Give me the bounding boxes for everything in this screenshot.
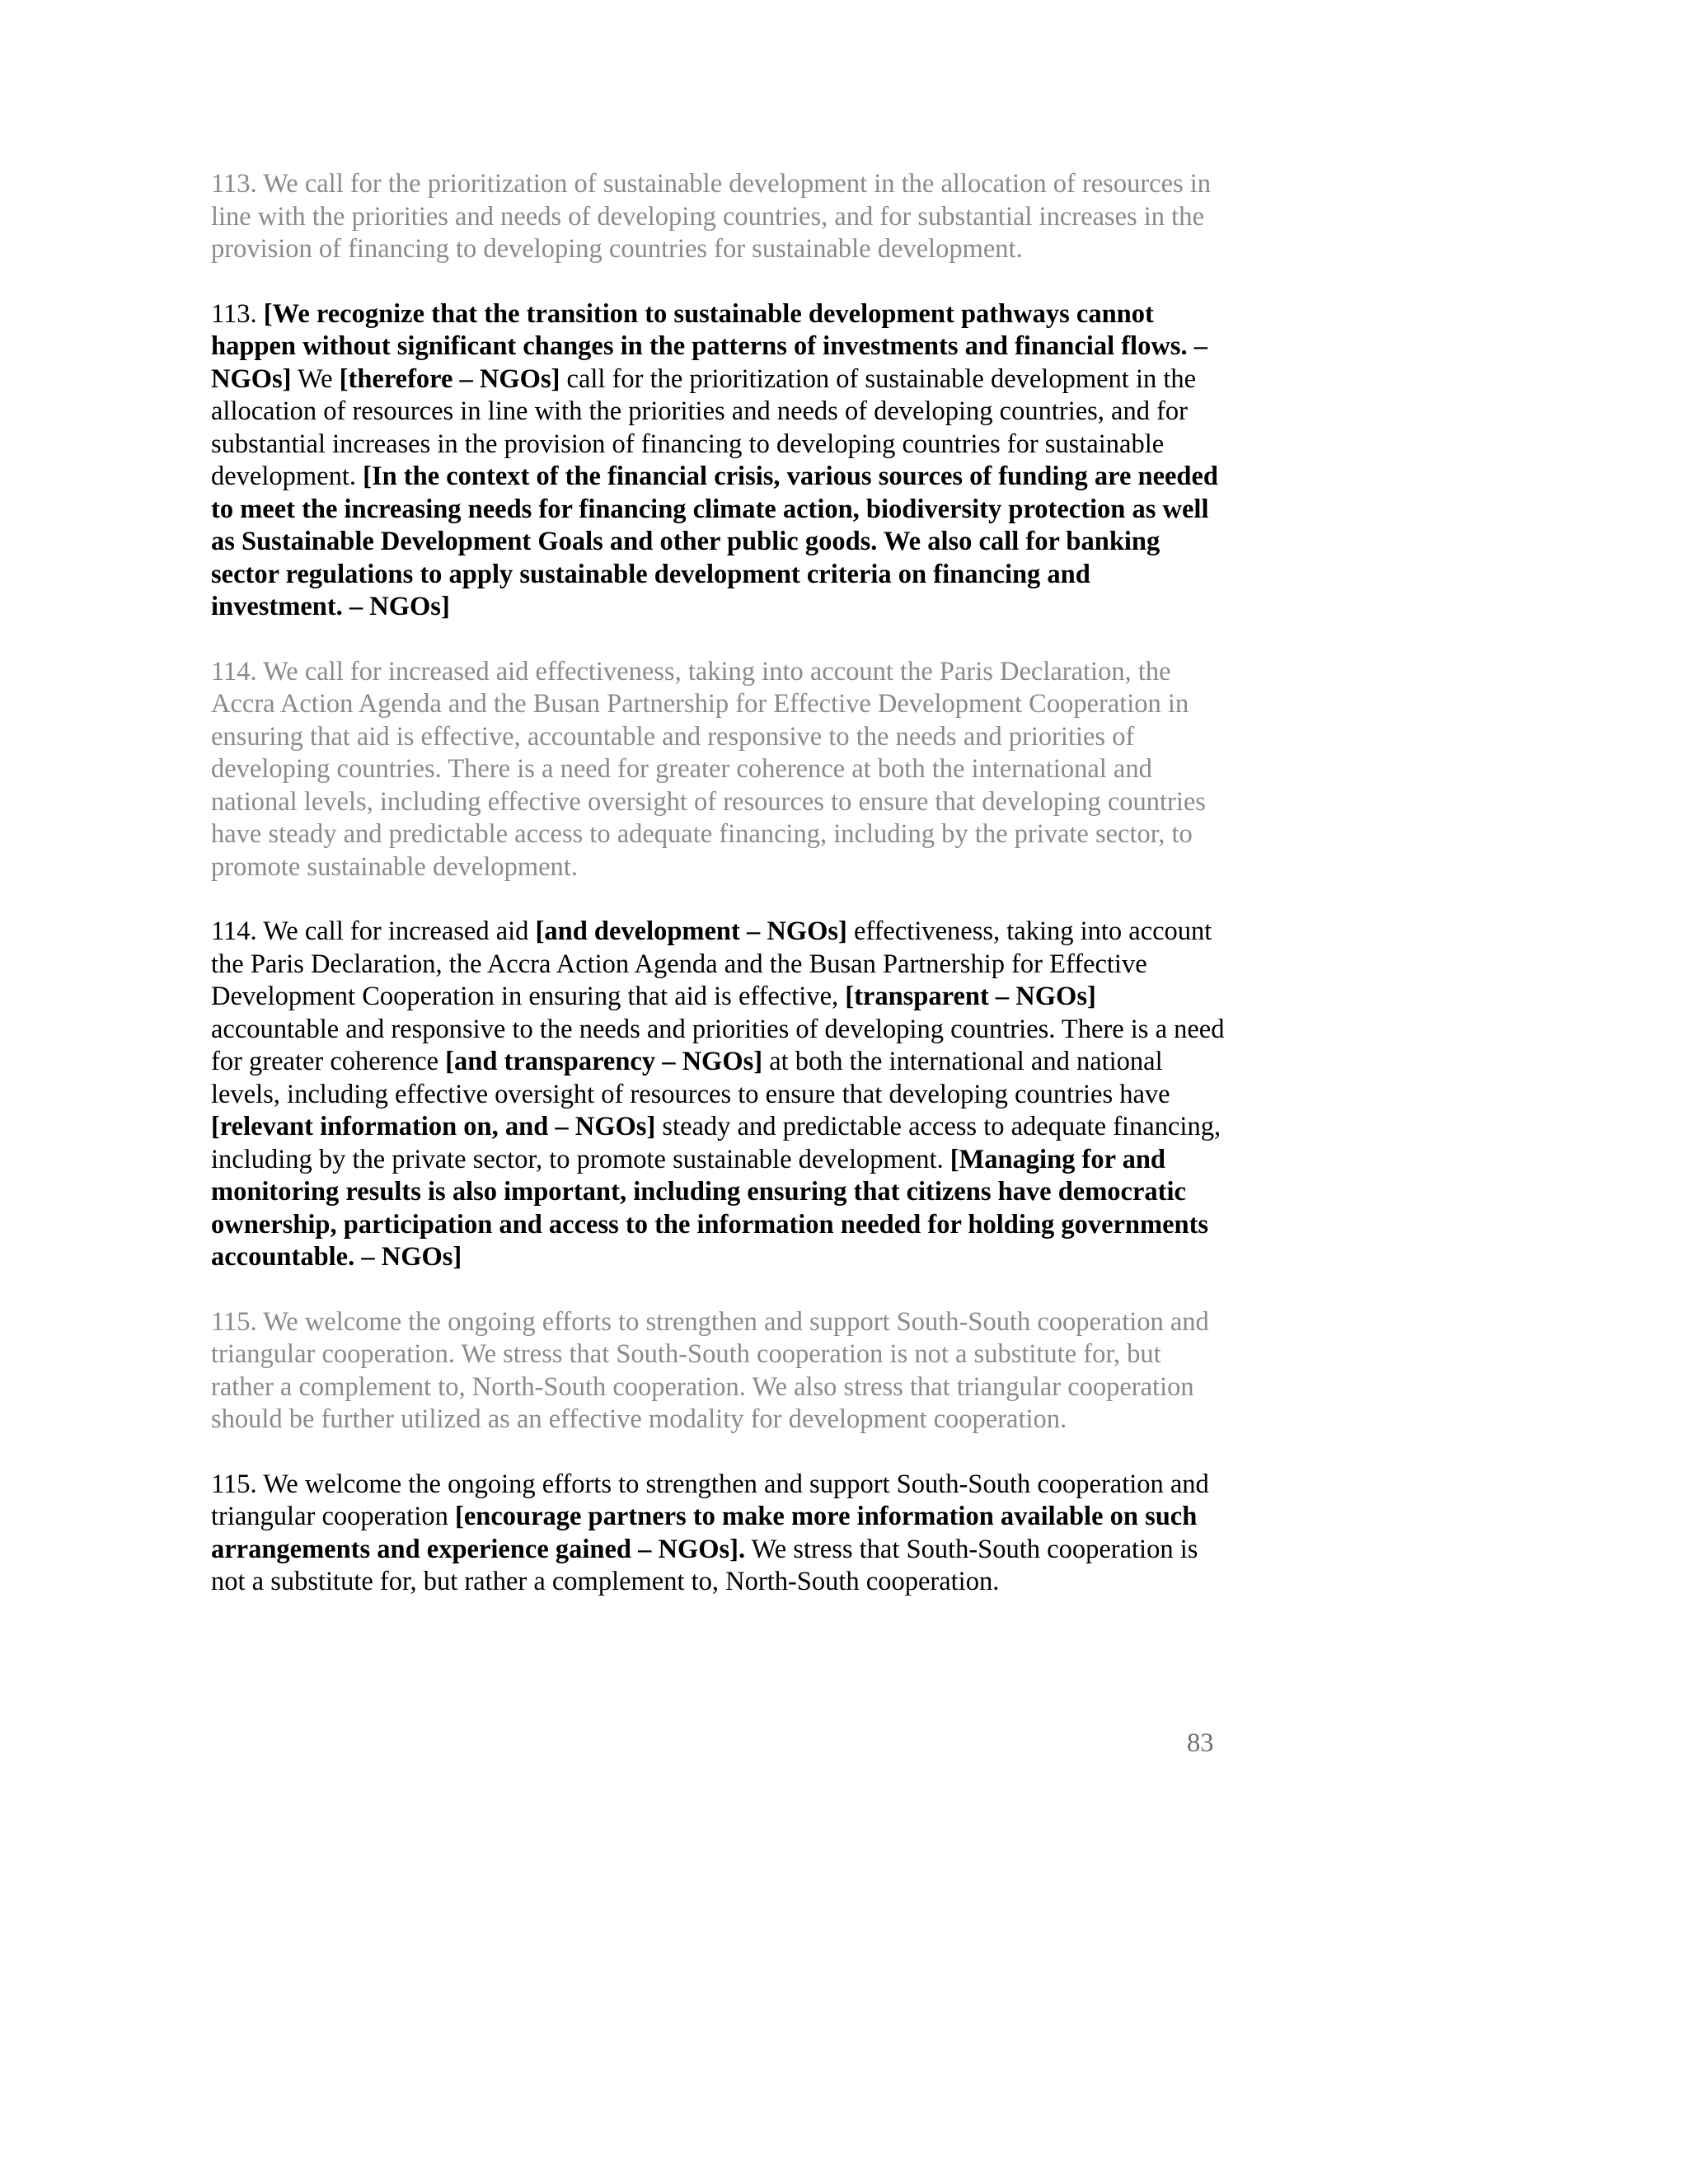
- text-run: We: [291, 363, 340, 394]
- text-run: 113.: [211, 298, 264, 329]
- text-run: 114. We call for increased aid: [211, 916, 536, 946]
- text-run: effectiveness, taking into account the Paris Declaration, the Accra Action Agenda and the Busan Partnership for Effective Development Cooperation in ensuring that aid is effective,: [211, 916, 1212, 1011]
- paragraph-115-original: [211, 1306, 1226, 1436]
- ngo-insertion: [therefore – NGOs]: [339, 363, 560, 394]
- ngo-insertion: [In the context of the financial crisis, various sources of funding are needed to meet the increasing needs for financing climate action, biodiversity protection as well as Sustainable Development Goals and other public goods. We also call for banking sector regulations to apply sustainable development criteria on financing and investment. – NGOs]: [211, 462, 1218, 621]
- ngo-insertion: [and transparency – NGOs]: [445, 1047, 763, 1076]
- text-run: 115. We welcome the ongoing efforts to strengthen and support South-South cooperation and triangular cooperation: [211, 1469, 1209, 1531]
- ngo-insertion: [and development – NGOs]: [535, 916, 847, 946]
- paragraph-113-original: [211, 168, 1226, 266]
- ngo-insertion: [transparent – NGOs]: [845, 982, 1096, 1011]
- paragraph-115-amended: [211, 1469, 1226, 1599]
- text-run: We stress that South-South cooperation is not a substitute for, but rather a complement to, North-South cooperation.: [211, 1534, 1198, 1596]
- ngo-insertion: [We recognize that the transition to sustainable development pathways cannot happen without significant changes in the patterns of investments and financial flows. – NGOs]: [211, 298, 1207, 394]
- ngo-insertion: [Managing for and monitoring results is also important, including ensuring that citizens have democratic ownership, participation and access to the information needed for holding governments accountable. – NGOs]: [211, 1144, 1209, 1272]
- paragraph-113-amended: [211, 298, 1226, 624]
- paragraph-114-amended: [211, 916, 1226, 1274]
- text-run: 113. We call for the prioritization of sustainable development in the allocation of resources in line with the priorities and needs of developing countries, and for substantial increases in the provision of financing to developing countries for sustainable development.: [211, 169, 1212, 264]
- paragraph-114-original: [211, 656, 1226, 884]
- page-number: 83: [1187, 1728, 1214, 1758]
- text-run: steady and predictable access to adequate financing, including by the private sector, to promote sustainable development.: [211, 1112, 1221, 1174]
- document-page: [211, 168, 1226, 1631]
- text-run: 115. We welcome the ongoing efforts to strengthen and support South-South cooperation and triangular cooperation. We stress that South-South cooperation is not a substitute for, but rather a complement to, North-South cooperation. We also stress that triangular cooperation should be further utilized as an effective modality for development cooperation.: [211, 1306, 1209, 1434]
- text-run: at both the international and national levels, including effective oversight of resources to ensure that developing countries have: [211, 1047, 1170, 1109]
- text-run: 114. We call for increased aid effectiveness, taking into account the Paris Declaration, the Accra Action Agenda and the Busan Partnership for Effective Development Cooperation in ensuring that aid is effective, accountable and responsive to the needs and priorities of developing countries. There is a need for greater coherence at both the international and national levels, including effective oversight of resources to ensure that developing countries have steady and predictable access to adequate financing, including by the private sector, to promote sustainable development.: [211, 656, 1206, 882]
- ngo-insertion: [encourage partners to make more information available on such arrangements and experience gained – NGOs].: [211, 1502, 1198, 1564]
- text-run: call for the prioritization of sustainable development in the allocation of resources in line with the priorities and needs of developing countries, and for substantial increases in the provision of financing to developing countries for sustainable development.: [211, 363, 1197, 491]
- text-run: accountable and responsive to the needs and priorities of developing countries. There is a need for greater coherence: [211, 1014, 1225, 1076]
- ngo-insertion: [relevant information on, and – NGOs]: [211, 1112, 656, 1141]
